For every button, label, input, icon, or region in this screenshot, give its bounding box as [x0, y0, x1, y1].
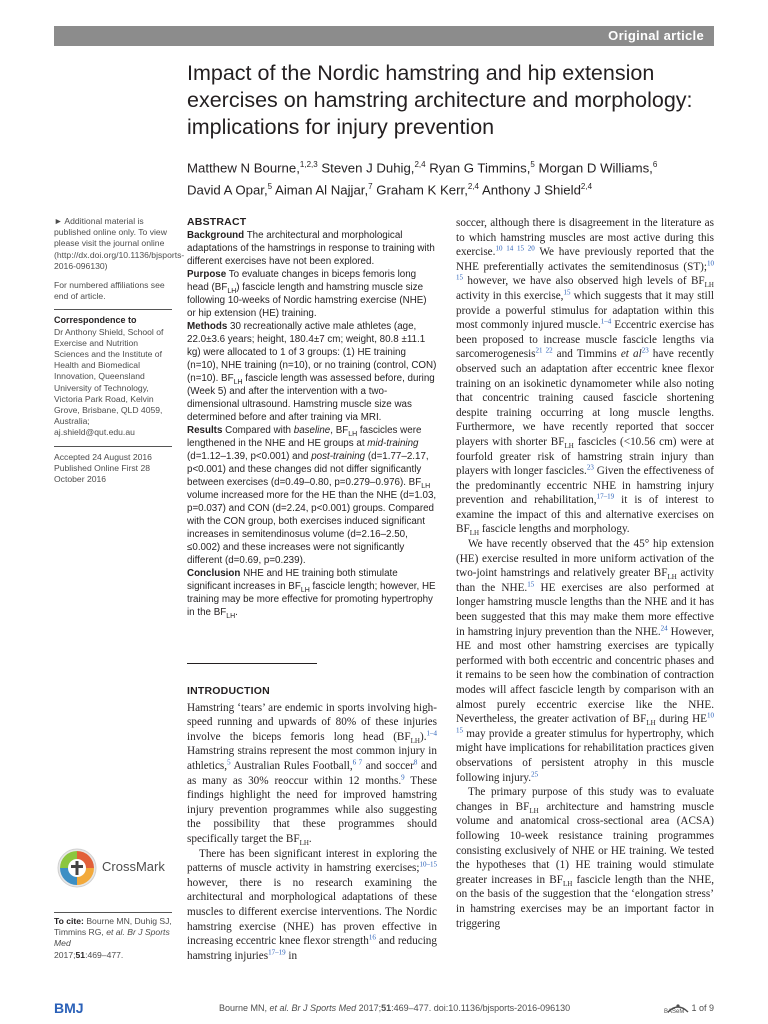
body-text: however, we have also observed high levels of BF	[463, 275, 705, 288]
abstract-conclusion-text: .	[235, 607, 238, 618]
citation-authors: Bourne MN, Duhig SJ, Timmins RG,	[54, 916, 172, 938]
affiliations-note: For numbered affiliations see end of article.	[54, 280, 165, 302]
body-text: activity than the NHE.	[456, 567, 714, 594]
author-list	[187, 155, 727, 200]
footer-citation	[219, 1003, 570, 1013]
abstract-purpose-text: ) fascicle length and hamstring muscle size following 10-weeks of Nordic hamstring exercise (NHE) or hip extension (HE) training.	[187, 282, 427, 319]
author-affiliation: 5	[267, 182, 273, 192]
page-number: 1 of 9	[691, 1003, 714, 1013]
body-text: and as many as 30% reoccur within 12 months.	[187, 759, 438, 787]
abstract-background-text: The architectural and morphological adaptations of the hamstrings in response to training with different exercises have not been explored.	[187, 230, 435, 267]
body-text: fascicle lengths and morphology.	[479, 523, 630, 536]
body-paragraph	[456, 537, 714, 785]
author-affiliation: 2,4	[580, 182, 593, 192]
subscript: LH	[348, 430, 358, 438]
body-text: have recently observed such an adaptation after eccentric knee flexor training on an isokinetic dynamometer while also noting that concentric training caused fascicle shortening despite training occurring at long muscle lengths. Furthermore, we have recently reported that soccer players with shorter BF	[456, 348, 715, 448]
introduction-heading: INTRODUCTION	[187, 685, 270, 697]
subscript: LH	[469, 529, 480, 538]
basem-logo-label: BASeM	[664, 1009, 685, 1015]
basem-logo-icon	[664, 998, 692, 1018]
reference-link[interactable]: 16	[368, 933, 376, 942]
article-type-banner	[54, 26, 714, 46]
body-text: .	[308, 832, 312, 845]
abstract-conclusion-text: NHE and HE training both stimulate significant increases in BF	[187, 568, 398, 592]
author-name[interactable]: Aiman Al Najjar,	[275, 182, 369, 198]
reference-link[interactable]: 1–4	[426, 729, 437, 738]
body-text: Given the effectiveness of the predominantly eccentric NHE in hamstring injury prevention and rehabilitation,	[456, 465, 714, 507]
footer-text: 2017;	[358, 1003, 382, 1013]
body-text: These findings highlight the need for improved hamstring injury prevention programmes while also suggesting the possibility that these programmes should specifically target the BF	[187, 774, 438, 845]
author-name[interactable]: Steven J Duhig,	[321, 160, 415, 176]
bmj-logo: BMJ	[54, 1000, 84, 1016]
reference-link[interactable]: 21 22	[535, 346, 553, 355]
subscript: LH	[299, 839, 309, 848]
reference-link[interactable]: 23	[641, 346, 649, 355]
body-text: however, there is no research examining the architectural and morphological adaptations of these muscles to different exercise interventions. The Nordic hamstring exercise (NHE) has proven effective in increasing eccentric knee flexor strength	[187, 876, 437, 948]
reference-link[interactable]: 17–19	[268, 947, 286, 956]
abstract-methods-text: fascicle length was assessed before, during (Week 5) and after the intervention with a two-dimensional ultrasound. Hamstring muscle size was determined before and after training via MRI.	[187, 373, 435, 423]
right-column	[456, 216, 714, 931]
subscript: LH	[227, 287, 237, 295]
reference-link[interactable]: 23	[586, 463, 594, 472]
author-name[interactable]: David A Opar,	[187, 182, 268, 198]
body-paragraph	[187, 701, 437, 847]
citation-heading: To cite:	[54, 916, 84, 926]
abstract-heading: ABSTRACT	[187, 216, 247, 228]
crossmark-label: CrossMark	[102, 859, 165, 874]
author-affiliation: 5	[530, 160, 535, 169]
correspondence-address: Dr Anthony Shield, School of Exercise and Nutrition Sciences and the Institute of Health and Biomedical Innovation, Queensland University of Technology, Victoria Park Road, Kelvin Grove, Brisbane, QLD 4059, Australia; aj.shield@qut.edu.au	[54, 326, 164, 438]
subscript: LH	[529, 806, 539, 815]
abstract-conclusion-text: fascicle length; however, HE training may be more effective for promoting hypertrophy in the BF	[187, 581, 436, 618]
author-line-2	[187, 177, 727, 199]
reference-link[interactable]: 6 7	[352, 758, 363, 767]
abstract-results-text: (d=1.77–2.17, p<0.001) and these changes did not differ significantly between exercises (d=0.49–0.80, p=0.279–0.976). BF	[187, 451, 429, 488]
reference-link[interactable]: 15	[563, 288, 571, 297]
article-sidebar	[54, 216, 185, 485]
footer-doi[interactable]: :469–477. doi:10.1136/bjsports-2016-096130	[391, 1003, 571, 1013]
body-text: et al	[620, 348, 642, 361]
abstract-background	[187, 229, 437, 268]
author-affiliation: 1,2,3	[299, 160, 318, 169]
article-type-label: Original article	[608, 28, 704, 43]
abstract-purpose-text: To evaluate changes in biceps femoris long head (BF	[187, 269, 417, 293]
body-text: and Timmins	[552, 348, 617, 361]
reference-link[interactable]: 1–4	[600, 317, 612, 326]
body-text: Hamstring strains represent the most common injury in athletics,	[187, 745, 437, 772]
reference-link[interactable]: 10 15	[456, 711, 714, 735]
body-text: fascicle length than the NHE, on the basis of the suggestion that the ‘elongation stress’ in hamstring exercises may be an important factor in triggering	[456, 873, 714, 930]
abstract-results-text: , BF	[330, 425, 349, 436]
correspondence-heading: Correspondence to	[54, 315, 137, 326]
abstract-results-text: baseline	[293, 425, 331, 436]
supplementary-note[interactable]: ► Additional material is published online only. To view please visit the journal online (http://dx.doi.org/10.1136/bjsports-2016-096130)	[54, 216, 185, 271]
abstract-conclusion-label: Conclusion	[187, 568, 241, 579]
subscript: LH	[233, 378, 243, 386]
abstract-methods	[187, 320, 437, 424]
citation-etal: et al.	[106, 927, 125, 938]
article-title: Impact of the Nordic hamstring and hip extension exercises on hamstring architecture and morphology: implications for injury prevention	[187, 61, 693, 139]
body-text: which suggests that it may still provide a powerful stimulus for adaptation within this most commonly injured muscle.	[456, 289, 714, 332]
citation-box	[54, 912, 172, 961]
subscript: LH	[421, 482, 431, 490]
body-paragraph	[456, 785, 714, 931]
footer-text: et al. Br J Sports Med	[269, 1003, 357, 1013]
abstract-purpose-label: Purpose	[187, 269, 227, 280]
body-text: activity in this exercise,	[456, 289, 564, 302]
author-name[interactable]: Ryan G Timmins,	[429, 160, 531, 176]
reference-link[interactable]: 10–15	[419, 860, 437, 869]
citation-pages: :469–477.	[85, 949, 124, 960]
subscript: LH	[646, 719, 656, 728]
reference-link[interactable]: 5	[227, 758, 231, 767]
citation-journal: Br J Sports Med	[54, 927, 170, 949]
author-name[interactable]: Matthew N Bourne,	[187, 160, 300, 176]
abstract-divider	[187, 663, 317, 664]
author-affiliation: 6	[652, 160, 658, 169]
subscript: LH	[667, 573, 677, 582]
reference-link[interactable]: 25	[531, 769, 539, 778]
body-text: during HE	[655, 713, 707, 726]
body-paragraph	[187, 847, 437, 964]
subscript: LH	[704, 281, 714, 290]
footer-text: 51	[381, 1003, 392, 1013]
footer-text: Bourne MN,	[219, 1003, 268, 1013]
body-text: Hamstring ‘tears’ are endemic in sports involving high-speed running and upwards of 80% of these injuries involve the biceps femoris long head (BF	[187, 701, 437, 743]
author-affiliation: 7	[368, 182, 373, 192]
abstract-section	[187, 216, 437, 619]
abstract-results-label: Results	[187, 425, 223, 436]
sidebar-divider	[54, 309, 172, 310]
author-name[interactable]: Morgan D Williams,	[538, 160, 653, 176]
abstract-results-text: volume increased more for the HE than the NHE (d=1.03, p=0.037) and CON (d=2.24, p<0.001) groups. Compared with the CON group, both exercises induced significant increases in semitendinosus volume (d=2.16–2.50, ≤0.002) and these increases were not significantly different (d=0.69, p=0.239).	[187, 490, 437, 566]
abstract-purpose	[187, 268, 437, 320]
abstract-results-text: mid-training	[367, 438, 419, 449]
reference-link[interactable]: 10 14 15 20	[495, 244, 535, 253]
abstract-methods-label: Methods	[187, 321, 228, 332]
body-text: We have recently observed that the 45° hip extension (HE) exercise resulted in more uniform activation of the two-joint hamstrings and relatively greater BF	[456, 538, 714, 580]
crossmark-badge[interactable]	[54, 845, 172, 897]
body-text: Eccentric exercise has been proposed to increase muscle fascicle lengths via sarcomerogenesis	[456, 319, 714, 361]
abstract-results-text: fascicles were lengthened in the NHE and HE groups at	[187, 425, 422, 449]
citation-volume: 51	[75, 949, 86, 960]
abstract-results-text: post-training	[311, 451, 366, 462]
author-affiliation: 2,4	[467, 182, 479, 192]
abstract-methods-text: 30 recreationally active male athletes (age, 22.0±3.6 years; height, 180.4±7 cm; weight, 80.8 ±11.1 kg) were allocated to 1 of 3 groups: (1) HE training (n=10), NHE training (n=10), or no training (control, CON) (n=10). BF	[187, 321, 437, 384]
body-text: fascicles (<10.56 cm) were at fourfold greater risk of hamstring strain injury than players with longer fascicles.	[456, 435, 715, 478]
body-text: We have previously reported that the NHE preferentially activates the semitendinosus (ST);	[456, 246, 714, 273]
introduction-section	[187, 684, 437, 963]
author-name[interactable]: Anthony J Shield	[481, 182, 581, 198]
body-text: and reducing hamstring injuries	[187, 935, 437, 962]
abstract-results	[187, 424, 437, 567]
body-paragraph	[456, 216, 714, 537]
reference-link[interactable]: 24	[660, 623, 668, 632]
subscript: LH	[564, 442, 574, 451]
author-name[interactable]: Graham K Kerr,	[376, 182, 468, 198]
body-text: The primary purpose of this study was to evaluate changes in BF	[456, 786, 714, 813]
author-affiliation: 2,4	[414, 160, 426, 169]
body-text: architecture and hamstring muscle volume and anatomical cross-sectional area (ACSA) following 10-week resistance training programmes consisting exclusively of NHE or HE training. We tested the hypotheses that (1) HE training would stimulate greater increases in BF	[456, 800, 714, 886]
reference-link[interactable]: 17–19	[596, 492, 615, 501]
author-line-1	[187, 155, 727, 177]
abstract-results-text: (d=1.12–1.39, p<0.001) and	[187, 451, 309, 462]
accepted-date: Accepted 24 August 2016	[54, 451, 152, 462]
reference-link[interactable]: 10 15	[456, 259, 714, 282]
crossmark-icon	[56, 847, 98, 889]
sidebar-divider	[54, 446, 172, 447]
subscript: LH	[410, 737, 420, 746]
body-text: However, HE and most other hamstring exercises are typically performed with both eccentric and concentric phases and it remains to be seen how the combination of contraction modes will affect fascicle length by comparison with an almost purely eccentric exercise like the NHE. Nevertheless, the greater activation of BF	[456, 625, 714, 726]
body-text: Australian Rules Football,	[230, 759, 353, 772]
body-text: and soccer	[362, 759, 414, 772]
body-text: may provide a greater stimulus for hypertrophy, which might have implications for rehabilitation practices given observations of persistent atrophy in this muscle following injury.	[456, 727, 714, 784]
reference-link[interactable]: 15	[527, 580, 535, 589]
body-text: There has been significant interest in exploring the patterns of muscle activity in hamstring exercises;	[187, 847, 437, 875]
subscript: LH	[300, 586, 310, 594]
body-text: in	[285, 949, 298, 962]
reference-link[interactable]: 9	[401, 772, 405, 781]
abstract-background-label: Background	[187, 230, 245, 241]
body-text: soccer, although there is disagreement in the literature as to which hamstring muscles are most active during this exercise.	[456, 217, 714, 259]
page-footer	[54, 1002, 714, 1018]
body-text: it is of interest to examine the impact of this and alternative exercises on BF	[456, 494, 714, 536]
published-date: Published Online First 28 October 2016	[54, 462, 151, 485]
subscript: LH	[562, 879, 573, 888]
abstract-results-text: Compared with	[225, 425, 292, 436]
body-text: ).	[419, 730, 427, 743]
reference-link[interactable]: 8	[413, 758, 418, 767]
abstract-conclusion	[187, 567, 437, 619]
citation-year: 2017;	[54, 949, 76, 960]
body-text: HE exercises are also performed at longer hamstring muscle lengths than the NHE and it has been suggested that this may make them more effective in hamstring injury prevention than the NHE.	[456, 581, 714, 638]
subscript: LH	[226, 612, 236, 620]
